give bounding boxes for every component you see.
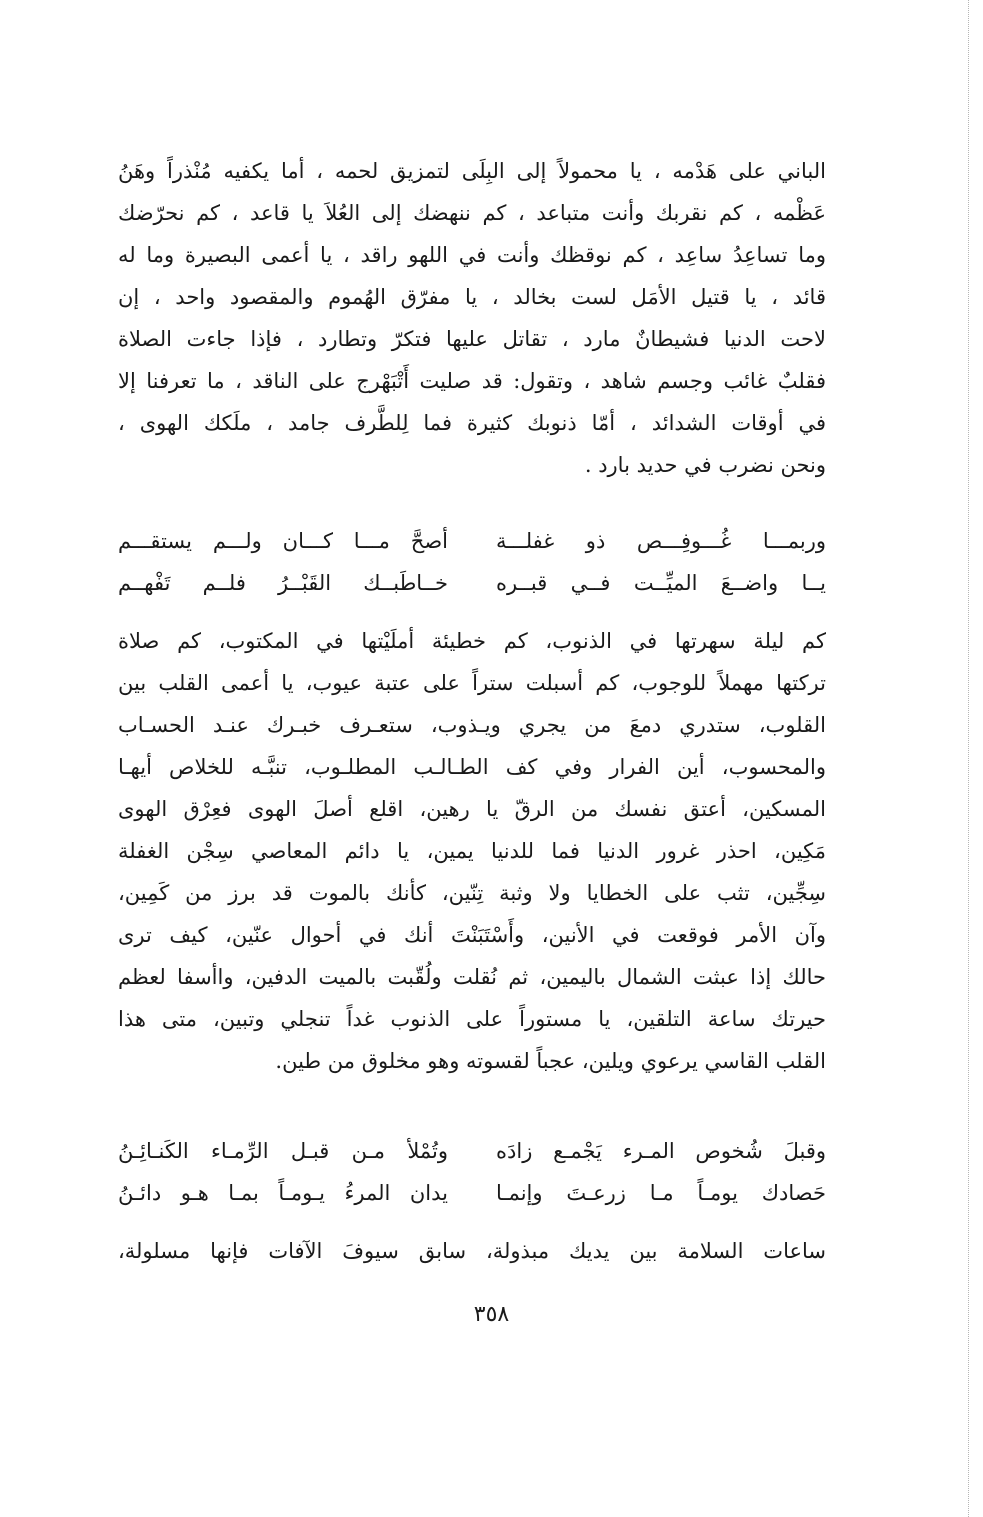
verse-second-hemistich: أصحَّ مـــا كـــان ولـــم يستقـــم <box>118 529 448 553</box>
text-line: سِجِّين، تثب على الخطايا ولا وثبة تِنّين، كأنك بالموت قد برز من كَمِين، <box>118 881 826 905</box>
verse-second-hemistich: يدان المرءُ يـومـاً بمـا هـو دائـنُ <box>118 1181 448 1205</box>
poem-1 <box>118 520 826 604</box>
text-line: والمحسوب، أين الفرار وفي كف الطـالـب المطلـوب، تنبَّـه للخلاص أيهـا <box>118 755 826 779</box>
text-line: ساعات السلامة بين يديك مبذولة، سابق سيوفَ الآفات فإنها مسلولة، <box>118 1239 826 1263</box>
verse-second-hemistich: خــاطَبــك القَبْــرُ فلــم تَفْهــم <box>118 571 448 595</box>
text-line: المسكين، أعتق نفسك من الرقّ يا رهين، اقلع أصلَ الهوى فعِرْق الهوى <box>118 797 826 821</box>
text-line: فقلبٌ غائب وجسم شاهد ، وتقول: قد صليت أَتْبَهْرج على الناقد ، ما تعرفنا إلا <box>118 369 826 393</box>
verse-first-hemistich: وربمـــا غُـــوفِـــص ذو غفلـــة <box>496 529 826 553</box>
text-line: تركتها مهملاً للوجوب، كم أسبلت ستراً على عتبة عيوب، يا أعمى القلب بين <box>118 671 826 695</box>
poem-verse <box>118 562 826 604</box>
page-edge-dotted-line <box>968 0 969 1517</box>
text-line: القلوب، ستدري دمعَ من يجري ويـذوب، ستعـرف خبـرك عنـد الحسـاب <box>118 713 826 737</box>
poem-verse <box>118 1172 826 1214</box>
text-line: وما تساعِدُ ساعِد ، كم نوقظك وأنت في اللهو راقد ، يا أعمى البصيرة وما له <box>118 243 826 267</box>
text-line: في أوقات الشدائد ، أمّا ذنوبك كثيرة فما لِلطَّرف جامد ، ملَكك الهوى ، <box>118 411 826 435</box>
text-line: القلب القاسي يرعوي ويلين، عجباً لقسوته وهو مخلوق من طين. <box>275 1049 826 1073</box>
text-line: حالك إذا عبثت الشمال باليمين، ثم نُقلت ولُقّبت بالميت الدفين، واأسفا لعظم <box>118 965 826 989</box>
poem-verse <box>118 1130 826 1172</box>
text-line: لاحت الدنيا فشيطانٌ مارد ، تقاتل عليها فتكرّ وتطارد ، فإذا جاءت الصلاة <box>118 327 826 351</box>
page-number: ٣٥٨ <box>473 1302 510 1327</box>
poem-2 <box>118 1130 826 1214</box>
text-line: عَظْمه ، كم نقربك وأنت متباعد ، كم ننهضك إلى العُلاَ يا قاعد ، كم نحرّضك <box>118 201 826 225</box>
text-line: مَكِين، احذر غرور الدنيا فما للدنيا يمين، يا دائم المعاصي سِجْن الغفلة <box>118 839 826 863</box>
text-line: ونحن نضرب في حديد بارد . <box>584 453 826 477</box>
paragraph-3 <box>118 1230 826 1272</box>
paragraph-1 <box>118 150 826 486</box>
verse-first-hemistich: وقبلَ شُخوص المـرء يَجْمـع زادَه <box>496 1139 826 1163</box>
verse-first-hemistich: يــا واضــعَ الميِّــت فــي قبــره <box>496 571 826 595</box>
text-line: كم ليلة سهرتها في الذنوب، كم خطيئة أملَيْتها في المكتوب، كم صلاة <box>118 629 826 653</box>
text-line: وآن الأمر فوقعت في الأنين، وأَسْتَبَنْتَ أنك في أحوال عنّين، كيف ترى <box>118 923 826 947</box>
poem-verse <box>118 520 826 562</box>
text-line: قائد ، يا قتيل الأمَل لست بخالد ، يا مفرّق الهُموم والمقصود واحد ، إن <box>118 285 826 309</box>
text-line: الباني على هَدْمه ، يا محمولاً إلى البِلَى لتمزيق لحمه ، أما يكفيه مُنْذراً وهَنُ <box>118 159 826 183</box>
text-line: حيرتك ساعة التلقين، يا مستوراً على الذنوب غداً تنجلي وتبين، متى هذا <box>118 1007 826 1031</box>
verse-first-hemistich: حَصادك يومـاً مـا زرعـتَ وإنمـا <box>496 1181 826 1205</box>
paragraph-2 <box>118 620 826 1082</box>
verse-second-hemistich: وتُمْلأ مـن قبـل الرِّمـاء الكَنـائِـنُ <box>118 1139 448 1163</box>
